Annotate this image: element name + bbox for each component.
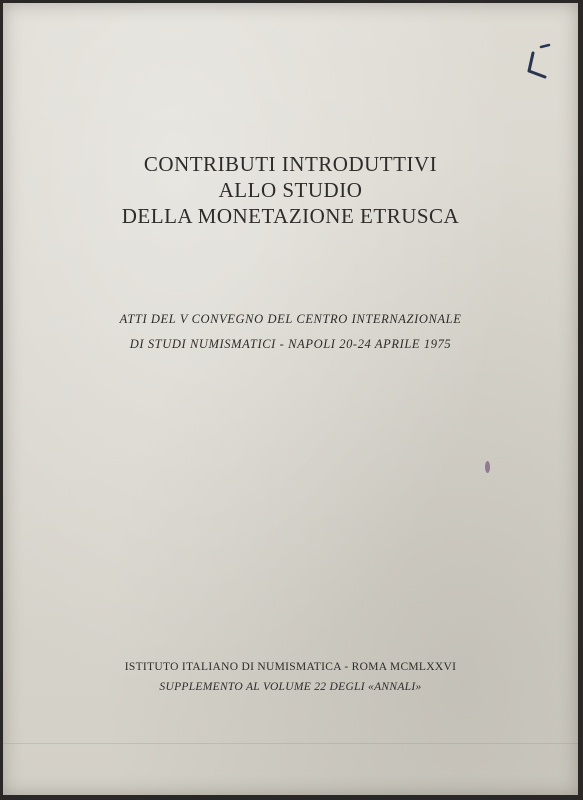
book-title [3, 151, 578, 229]
book-cover [3, 3, 578, 795]
book-subtitle [3, 307, 578, 357]
subtitle-line-2: DI STUDI NUMISMATICI - NAPOLI 20-24 APRILE 1975 [129, 337, 452, 351]
publisher-block [3, 657, 578, 697]
cover-crease [3, 743, 578, 744]
ink-spot [485, 461, 490, 473]
supplement-line: SUPPLEMENTO AL VOLUME 22 DEGLI «ANNALI» [159, 681, 422, 693]
title-line-2: ALLO STUDIO [218, 178, 363, 202]
handwritten-pen-mark [519, 43, 559, 83]
subtitle-line-1: ATTI DEL V CONVEGNO DEL CENTRO INTERNAZIONALE [119, 312, 462, 326]
title-line-3: DELLA MONETAZIONE ETRUSCA [121, 204, 460, 228]
publisher-line: ISTITUTO ITALIANO DI NUMISMATICA - ROMA MCMLXXVI [124, 661, 457, 673]
title-line-1: CONTRIBUTI INTRODUTTIVI [143, 152, 438, 176]
